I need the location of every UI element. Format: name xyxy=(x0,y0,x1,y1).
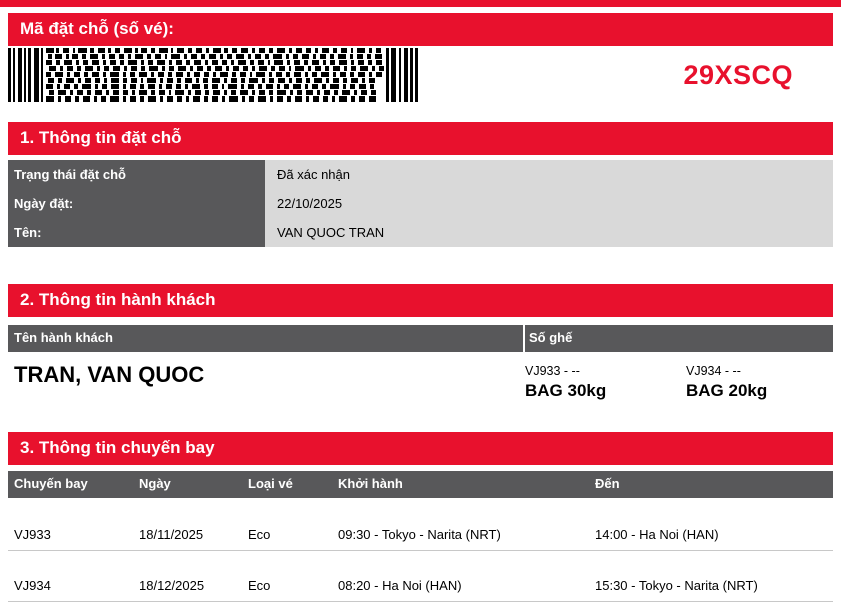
booking-reference-code: 29XSCQ xyxy=(683,60,793,90)
section-2-header: 2. Thông tin hành khách xyxy=(8,284,833,317)
passenger-table-header xyxy=(8,325,833,352)
seat-column-header: Số ghế xyxy=(529,330,573,345)
flight-departure: 09:30 - Tokyo - Narita (NRT) xyxy=(338,527,501,542)
baggage-allowance-return: BAG 20kg xyxy=(686,381,768,400)
booking-status-label: Trạng thái đặt chỗ xyxy=(8,160,265,189)
table-row xyxy=(8,189,833,218)
flight-table-header xyxy=(8,471,833,498)
flight-departure: 08:20 - Ha Noi (HAN) xyxy=(338,578,462,593)
flight-arrival: 14:00 - Ha Noi (HAN) xyxy=(595,527,719,542)
flight-date: 18/11/2025 xyxy=(139,527,204,542)
flight-number: VJ934 xyxy=(14,578,51,593)
barcode-area xyxy=(8,48,833,110)
flight-number: VJ933 xyxy=(14,527,51,542)
flight-arrival: 15:30 - Tokyo - Narita (NRT) xyxy=(595,578,758,593)
passenger-name: TRAN, VAN QUOC xyxy=(14,362,205,387)
flight-column-header: Chuyến bay xyxy=(14,476,88,491)
column-divider xyxy=(523,325,525,352)
seat-flight-number-outbound: VJ933 - -- xyxy=(525,364,580,378)
seat-block-outbound xyxy=(525,364,606,401)
table-row xyxy=(8,551,833,602)
section-3-header: 3. Thông tin chuyến bay xyxy=(8,432,833,465)
booking-date-label: Ngày đặt: xyxy=(8,189,265,218)
passenger-table-body xyxy=(8,355,833,415)
flight-class: Eco xyxy=(248,578,271,593)
table-row xyxy=(8,160,833,189)
flight-class: Eco xyxy=(248,527,271,542)
booking-date-value: 22/10/2025 xyxy=(265,189,833,218)
booking-name-value: VAN QUOC TRAN xyxy=(265,218,833,247)
booking-info-table xyxy=(8,160,833,247)
arrival-column-header: Đến xyxy=(595,476,620,491)
section-1-header: 1. Thông tin đặt chỗ xyxy=(8,122,833,155)
passenger-name-column-header: Tên hành khách xyxy=(14,330,113,345)
table-row xyxy=(8,218,833,247)
booking-code-header: Mã đặt chỗ (số vé): xyxy=(8,13,833,46)
flight-date: 18/12/2025 xyxy=(139,578,205,593)
seat-block-return xyxy=(686,364,767,401)
booking-status-value: Đã xác nhận xyxy=(265,160,833,189)
seat-flight-number-return: VJ934 - -- xyxy=(686,364,741,378)
departure-column-header: Khởi hành xyxy=(338,476,403,491)
table-row xyxy=(8,500,833,551)
date-column-header: Ngày xyxy=(139,476,171,491)
top-red-bar xyxy=(0,0,841,7)
class-column-header: Loại vé xyxy=(248,476,293,491)
flight-table-body xyxy=(8,500,833,602)
barcode-image xyxy=(8,48,418,102)
baggage-allowance-outbound: BAG 30kg xyxy=(525,381,607,400)
booking-name-label: Tên: xyxy=(8,218,265,247)
